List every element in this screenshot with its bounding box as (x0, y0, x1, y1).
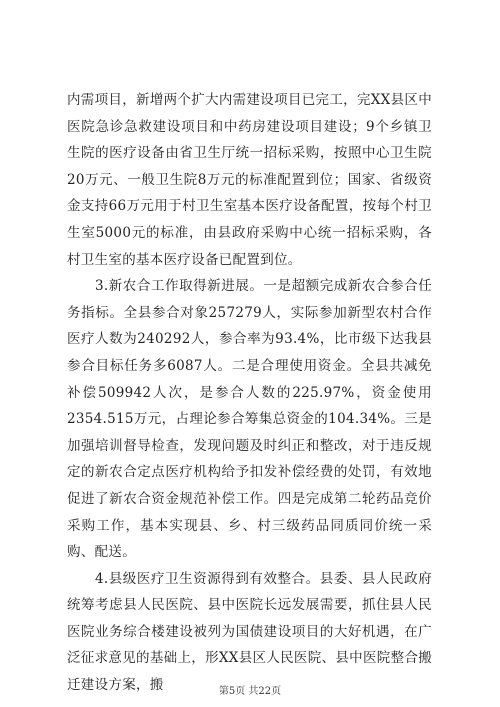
paragraph-medical-equipment: 内需项目，新增两个扩大内需建设项目已完工，完XX县区中医院急诊急救建设项目和中药房建设项目建设；9个乡镇卫生院的医疗设备由省卫生厅统一招标采购，按照中心卫生院20万元、一般卫生院8万元的标准配置到位；国家、省级资金支持66万元用于村卫生室基本医疗设备配置，按每个村卫生室5000元的标准，由县政府采购中心统一招标采购，各村卫生室的基本医疗设备已配置到位。 (67, 92, 432, 268)
paragraph-new-rural-cooperative: 3.新农合工作取得新进展。一是超额完成新农合参合任务指标。全县参合对象257279人，实际参加新型农村合作医疗人数为240292人，参合率为93.4%，比市级下达我县参合目标任务多6087人。二是合理使用资金。全县共减免补偿509942人次，是参合人数的225.97%，资金使用2354.515万元，占理论参合筹集总资金的104.34%。三是加强培训督导检查，发现问题及时纠正和整改，对于违反规定的新农合定点医疗机构给予扣发补偿经费的处罚，有效地促进了新农合资金规范补偿工作。四是完成第二轮药品竞价采购工作，基本实现县、乡、村三级药品同质同价统一采购、配送。 (67, 278, 432, 561)
page-number-footer: 第5页 共22页 (218, 686, 282, 697)
paragraph-county-medical-resources: 4.县级医疗卫生资源得到有效整合。县委、县人民政府统筹考虑县人民医院、县中医院长远发展需要，抓住县人民医院业务综合楼建设被列为国债建设项目的大好机遇，在广泛征求意见的基础上，形XX县区人民医院、县中医院整合搬迁建设方案，搬 (67, 570, 432, 694)
